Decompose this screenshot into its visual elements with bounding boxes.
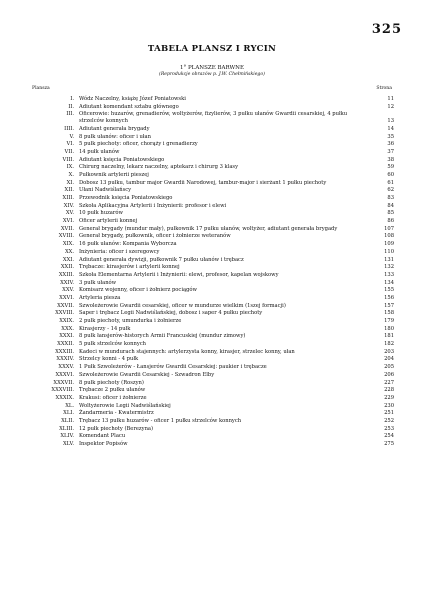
plate-number: XXXIX.: [55, 394, 74, 401]
page-ref: 86: [387, 218, 394, 225]
list-item: [32, 280, 394, 287]
plate-number: VI.: [66, 141, 74, 148]
plate-number: XXI.: [62, 256, 74, 263]
plate-number: IIII.: [64, 125, 74, 132]
plate-title: Adiutant księcia Poniatowskiego: [79, 156, 165, 163]
list-item: [32, 303, 394, 310]
plate-title: Artyleria piesza: [79, 294, 121, 301]
page-ref: 61: [387, 179, 394, 186]
list-item: [32, 310, 394, 317]
plate-number: XXXIV.: [56, 356, 74, 363]
page-ref: 62: [387, 187, 394, 194]
plate-title: Kirasjerzy - 14 pułk: [79, 325, 131, 332]
list-item: [32, 326, 394, 333]
plate-number: XXXVI.: [55, 371, 74, 378]
page-ref: 182: [384, 341, 394, 348]
list-item: [32, 111, 394, 125]
list-item: [32, 104, 394, 111]
plate-number: XXXVII.: [53, 379, 74, 386]
page-ref: 227: [384, 379, 394, 386]
page-ref: 275: [384, 441, 394, 448]
plate-number: XXVI.: [59, 294, 74, 301]
list-item: [32, 96, 394, 103]
list-item: [32, 210, 394, 217]
section-subtitle: 1° PLANSZE BARWNE: [179, 65, 244, 71]
list-item: [32, 403, 394, 410]
plate-title: Chirurg naczelny, lekarz naczelny, aptekarz i chirurg 3 klasy: [79, 164, 239, 171]
plate-number: IX.: [66, 164, 74, 171]
plate-number: XIX.: [62, 241, 74, 248]
list-item: [32, 372, 394, 379]
page-ref: 85: [387, 210, 394, 217]
plate-title: 16 pułk ułanów: Kompania Wyborcza: [79, 241, 177, 248]
plate-title: Dobosz 13 pułku, tambur major Gwardii Narodowej, tambur-major i sierżant 1 pułku piechoty: [79, 179, 327, 186]
page-ref: 203: [384, 348, 394, 355]
page-ref: 107: [384, 225, 394, 232]
plate-title: Ułani Nadwiślańscy: [79, 187, 132, 194]
section-note: (Reprodukcje obrazów p. J.W. Chełmińskiego): [159, 72, 265, 77]
page-ref: 230: [384, 402, 394, 409]
plate-number: XLI.: [63, 410, 74, 417]
page-ref: 14: [387, 125, 394, 132]
column-header-plate: Plansza: [32, 86, 50, 91]
plate-title: 8 pułk ułanów: oficer i ułan: [79, 133, 151, 140]
list-item: [32, 241, 394, 248]
plate-title: Strzelcy konni - 4 pułk: [79, 356, 139, 363]
page-ref: 108: [384, 233, 394, 240]
plate-number: XXXII.: [57, 341, 74, 348]
list-item: [32, 203, 394, 210]
plate-title: Komendant Placu: [79, 433, 126, 440]
plate-number: XIV.: [63, 202, 74, 209]
list-item: [32, 333, 394, 340]
page-ref: 179: [384, 318, 394, 325]
list-item: [32, 287, 394, 294]
plate-number: XXV.: [62, 287, 74, 294]
page-ref: 59: [387, 164, 394, 171]
plate-number: XXVIII.: [55, 310, 74, 317]
plate-title: 3 pułk ułanów: [79, 279, 117, 286]
list-item: [32, 349, 394, 356]
plate-number: VIII.: [62, 156, 74, 163]
plate-number: XX.: [64, 248, 74, 255]
plate-title: Inżynieria: oficer i szeregowcy: [79, 248, 160, 255]
plate-title: Szwoleżerowie Gwardii Cesarskiej - Szwadron Elby: [79, 371, 215, 378]
plate-number: XXXVIII.: [51, 387, 74, 394]
plate-title: Trębacz 13 pułku huzarów - oficer 1 pułku strzelców konnych: [79, 417, 242, 424]
plate-title: 5 pułk piechoty: oficer, chorąży i grenadierzy: [79, 141, 198, 148]
list-item: [32, 233, 394, 240]
page-ref: 251: [384, 410, 394, 417]
plate-number: II.: [68, 103, 74, 110]
plate-title: Wódz Naczelny, książę Józef Poniatowski: [79, 96, 186, 102]
plate-title: Adiutant generała dywizji, pułkownik 7 pułku ułanów i trębacz: [79, 256, 244, 263]
list-item: [32, 441, 394, 448]
list-item: [32, 341, 394, 348]
plate-number: XXXIII.: [55, 348, 74, 355]
plate-title: Oficerowie: huzarów, grenadierów, woltyżerów, fizylierów, 3 pułku ułanów Gwardii cesarskiej, 4 pułku strzelców konnych: [79, 111, 348, 125]
plate-number: XXIX.: [59, 318, 74, 325]
list-item: [32, 418, 394, 425]
page-ref: 157: [384, 302, 394, 309]
plate-title: Krakusi: oficer i żołnierze: [79, 394, 147, 401]
page-title: TABELA PLANSZ I RYCIN: [147, 44, 277, 54]
page-ref: 35: [387, 133, 394, 140]
plate-title: 8 pułk piechoty (Roszyn): [79, 379, 144, 386]
page-ref: 181: [384, 333, 394, 340]
plate-number: XVIII.: [58, 233, 74, 240]
plate-title: Przewodnik księcia Poniatowskiego: [79, 195, 173, 202]
column-header-page: Strona: [376, 86, 392, 91]
list-item: [32, 295, 394, 302]
plate-number: X.: [68, 171, 74, 178]
page-ref: 36: [387, 141, 394, 148]
plate-number: XI.: [66, 179, 74, 186]
plate-number: XVI.: [62, 218, 74, 225]
list-item: [32, 395, 394, 402]
plate-title: Adiutant komendant sztabu głównego: [79, 103, 179, 110]
list-item: [32, 410, 394, 417]
list-item: [32, 187, 394, 194]
plate-number: XIII.: [62, 195, 74, 202]
page-ref: 37: [387, 148, 394, 155]
plate-title: Woltyżerowie Legii Nadwiślańskiej: [79, 402, 171, 409]
plate-number: XXIV.: [60, 279, 74, 286]
plate-title: Kadeci w mundurach stajennych: artylerzysta konny, kirasjer, strzelec konny, ułan: [79, 348, 295, 355]
page-ref: 180: [384, 325, 394, 332]
plate-number: XLII.: [61, 417, 74, 424]
page-ref: 83: [387, 195, 394, 202]
page-ref: 109: [384, 241, 394, 248]
plate-title: Szkoła Elementarna Artylerii i Inżynierii: elewi, profesor, kapelan wojskowy: [79, 271, 279, 278]
plate-number: III.: [66, 111, 74, 118]
page-ref: 13: [387, 118, 394, 125]
page-ref: 205: [384, 364, 394, 371]
list-item: [32, 272, 394, 279]
page-ref: 156: [384, 294, 394, 301]
list-item: [32, 218, 394, 225]
plate-title: Saper i trębacz Legii Nadwiślańskiej, dobosz i saper 4 pułku piechoty: [79, 310, 263, 317]
plate-number: XLIV.: [60, 433, 74, 440]
plate-number: V.: [69, 133, 74, 140]
plate-title: Trębacze 2 pułku ułanów: [79, 387, 146, 394]
list-item: [32, 426, 394, 433]
plate-title: Adiutant generała brygady: [79, 125, 150, 132]
plate-number: XXXI.: [59, 333, 74, 340]
plate-title: Generał brygady (mundur mały), pułkownik 17 pułku ułanów, woltyżer, adiutant generała brygady: [79, 225, 338, 232]
list-item: [32, 126, 394, 133]
list-item: [32, 149, 394, 156]
plate-number: XXXV.: [58, 364, 74, 371]
list-item: [32, 356, 394, 363]
page-ref: 133: [384, 271, 394, 278]
list-item: [32, 257, 394, 264]
plate-number: XII.: [64, 187, 74, 194]
plate-number: XL.: [65, 402, 74, 409]
list-item: [32, 157, 394, 164]
plate-number: XXIII.: [58, 271, 74, 278]
plate-number: XLV.: [62, 441, 74, 448]
page-ref: 254: [384, 433, 394, 440]
plate-title: 8 pułk łansjerów-historych Armii Francuskiej (mundur zimowy): [79, 333, 246, 340]
plate-title: 2 pułk piechoty, umundurka i żołnierze: [79, 318, 182, 325]
page-ref: 132: [384, 264, 394, 271]
plates-list: [32, 96, 394, 449]
plate-title: Trębacze: kirasjerów i artylerii konnej: [79, 264, 180, 271]
page-ref: 134: [384, 279, 394, 286]
plate-number: I.: [70, 96, 74, 102]
plate-title: 14 pułk ułanów: [79, 148, 120, 155]
page-ref: 110: [384, 248, 394, 255]
page-ref: 158: [384, 310, 394, 317]
list-item: [32, 180, 394, 187]
list-item: [32, 141, 394, 148]
plate-number: VII.: [64, 148, 74, 155]
page-number: 325: [371, 22, 402, 37]
plate-title: Pułkownik artylerii pieszej: [79, 171, 149, 178]
plate-title: Szwoleżerowie Gwardii cesarskiej, oficer w mundurze wielkim (1szej formacji): [79, 302, 286, 309]
plate-title: 1 Pułk Szwoleżerów - Łansjerów Gwardii Cesarskiej: paukier i trębacze: [79, 364, 267, 371]
page-ref: 60: [387, 171, 394, 178]
page-ref: 206: [384, 371, 394, 378]
page-ref: 12: [387, 103, 394, 110]
plate-number: XVII.: [60, 225, 74, 232]
plate-number: XXII.: [60, 264, 74, 271]
list-item: [32, 164, 394, 171]
plate-title: Żandarmeria - Kwatermistrz: [79, 410, 154, 417]
page-ref: 204: [384, 356, 394, 363]
plate-title: Oficer artylerii konnej: [79, 218, 138, 225]
list-item: [32, 387, 394, 394]
page-ref: 253: [384, 425, 394, 432]
list-item: [32, 318, 394, 325]
page-ref: 11: [387, 96, 394, 102]
page-ref: 131: [384, 256, 394, 263]
page-ref: 228: [384, 387, 394, 394]
plate-number: XXX.: [61, 325, 74, 332]
page-ref: 229: [384, 394, 394, 401]
plate-title: Generał brygady, pułkownik, oficer i żołnierze weteranów: [79, 233, 231, 240]
page-ref: 252: [384, 417, 394, 424]
list-item: [32, 195, 394, 202]
list-item: [32, 433, 394, 440]
list-item: [32, 172, 394, 179]
plate-title: 10 pułk huzarów: [79, 210, 123, 217]
plate-title: Inspektor Popisów: [79, 441, 128, 448]
list-item: [32, 264, 394, 271]
page-ref: 155: [384, 287, 394, 294]
list-item: [32, 249, 394, 256]
list-item: [32, 364, 394, 371]
plate-title: 5 pułk strzelców konnych: [79, 341, 147, 348]
plate-title: 12 pułk piechoty (Berezyna): [79, 425, 154, 432]
plate-title: Komisarz wojenny, oficer i żołnierz pociągów: [79, 287, 197, 294]
list-item: [32, 226, 394, 233]
plate-title: Szkoła Aplikacyjna Artylerii i Inżynierii: profesor i elewi: [79, 202, 227, 209]
plate-number: XV.: [65, 210, 74, 217]
plate-number: XXVII.: [57, 302, 74, 309]
plate-number: XLIII.: [59, 425, 74, 432]
page-ref: 38: [387, 156, 394, 163]
list-item: [32, 380, 394, 387]
page-ref: 84: [387, 202, 394, 209]
list-item: [32, 134, 394, 141]
